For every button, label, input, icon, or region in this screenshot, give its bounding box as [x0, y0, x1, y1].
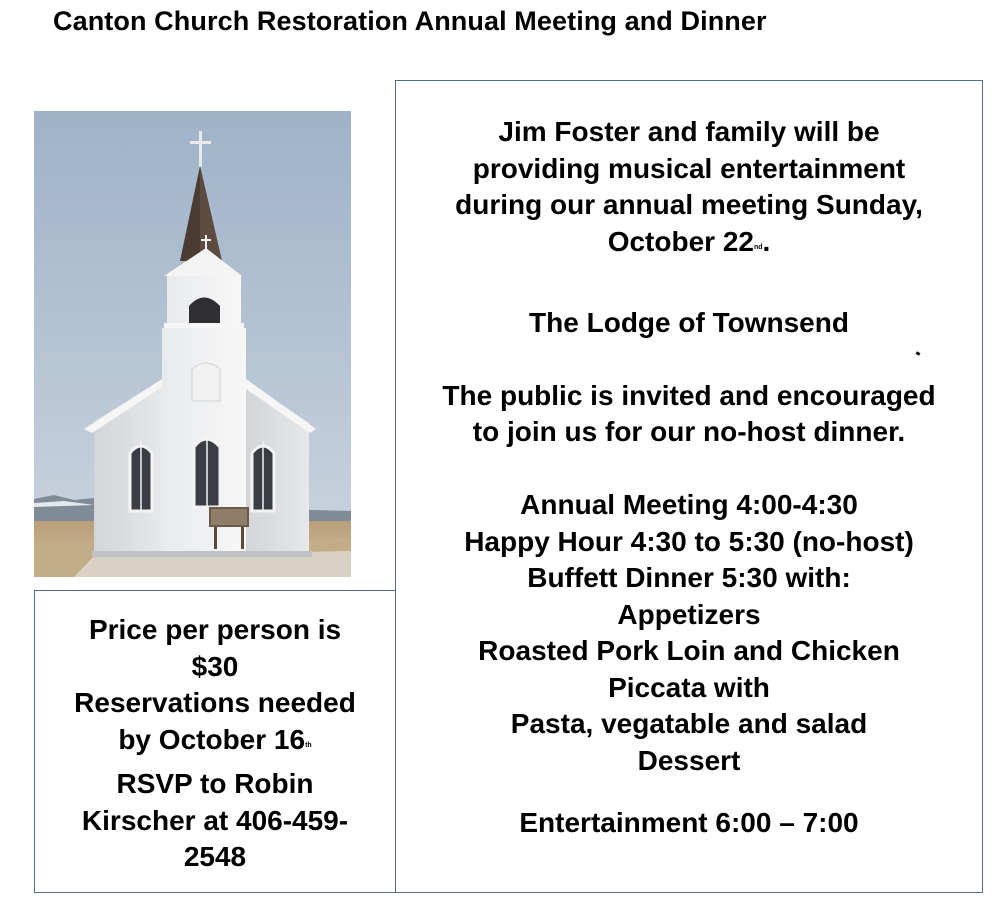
reservation-line: Reservations needed [74, 687, 356, 718]
rsvp-line-1: RSVP to Robin [116, 768, 314, 799]
venue: The Lodge of Townsend [529, 306, 849, 338]
public-line-1: The public is invited and encouraged [442, 379, 936, 411]
schedule-item: Appetizers [617, 598, 761, 630]
intro-line-1: Jim Foster and family will be [498, 116, 880, 147]
date-ordinal-suffix: nd [753, 243, 763, 251]
schedule-item: Buffett Dinner 5:30 with: [527, 562, 851, 593]
entertainment-time: Entertainment 6:00 – 7:00 [519, 807, 859, 838]
reservation-deadline [35, 722, 395, 767]
schedule-item: Happy Hour 4:30 to 5:30 (no-host) [464, 525, 914, 557]
intro-line-4 [396, 224, 982, 269]
meeting-date: October 22 [607, 225, 754, 257]
rsvp-line-3: 2548 [183, 841, 247, 872]
page-title: Canton Church Restoration Annual Meeting and Dinner [53, 6, 767, 36]
deadline-text: by October 16 [118, 723, 306, 755]
date-period: . [762, 225, 771, 257]
church-photo [34, 111, 351, 577]
intro-line-2: providing musical entertainment [472, 152, 906, 184]
intro-line-3: during our annual meeting Sunday, [455, 189, 923, 220]
rsvp-line-2: Kirscher at 406-459- [81, 804, 349, 836]
price-box [34, 590, 396, 893]
schedule-item: Piccata with [608, 671, 770, 703]
schedule-item: Pasta, vegatable and salad [510, 708, 868, 739]
schedule-item: Dessert [637, 744, 741, 776]
price-amount: $30 [191, 650, 239, 682]
event-details-box [395, 80, 983, 893]
schedule-item: Roasted Pork Loin and Chicken [478, 635, 900, 666]
schedule-item: Annual Meeting 4:00-4:30 [520, 489, 858, 520]
public-line-2: to join us for our no-host dinner. [472, 416, 906, 447]
deadline-ordinal-suffix: th [305, 741, 312, 749]
price-line-1: Price per person is [88, 614, 342, 645]
